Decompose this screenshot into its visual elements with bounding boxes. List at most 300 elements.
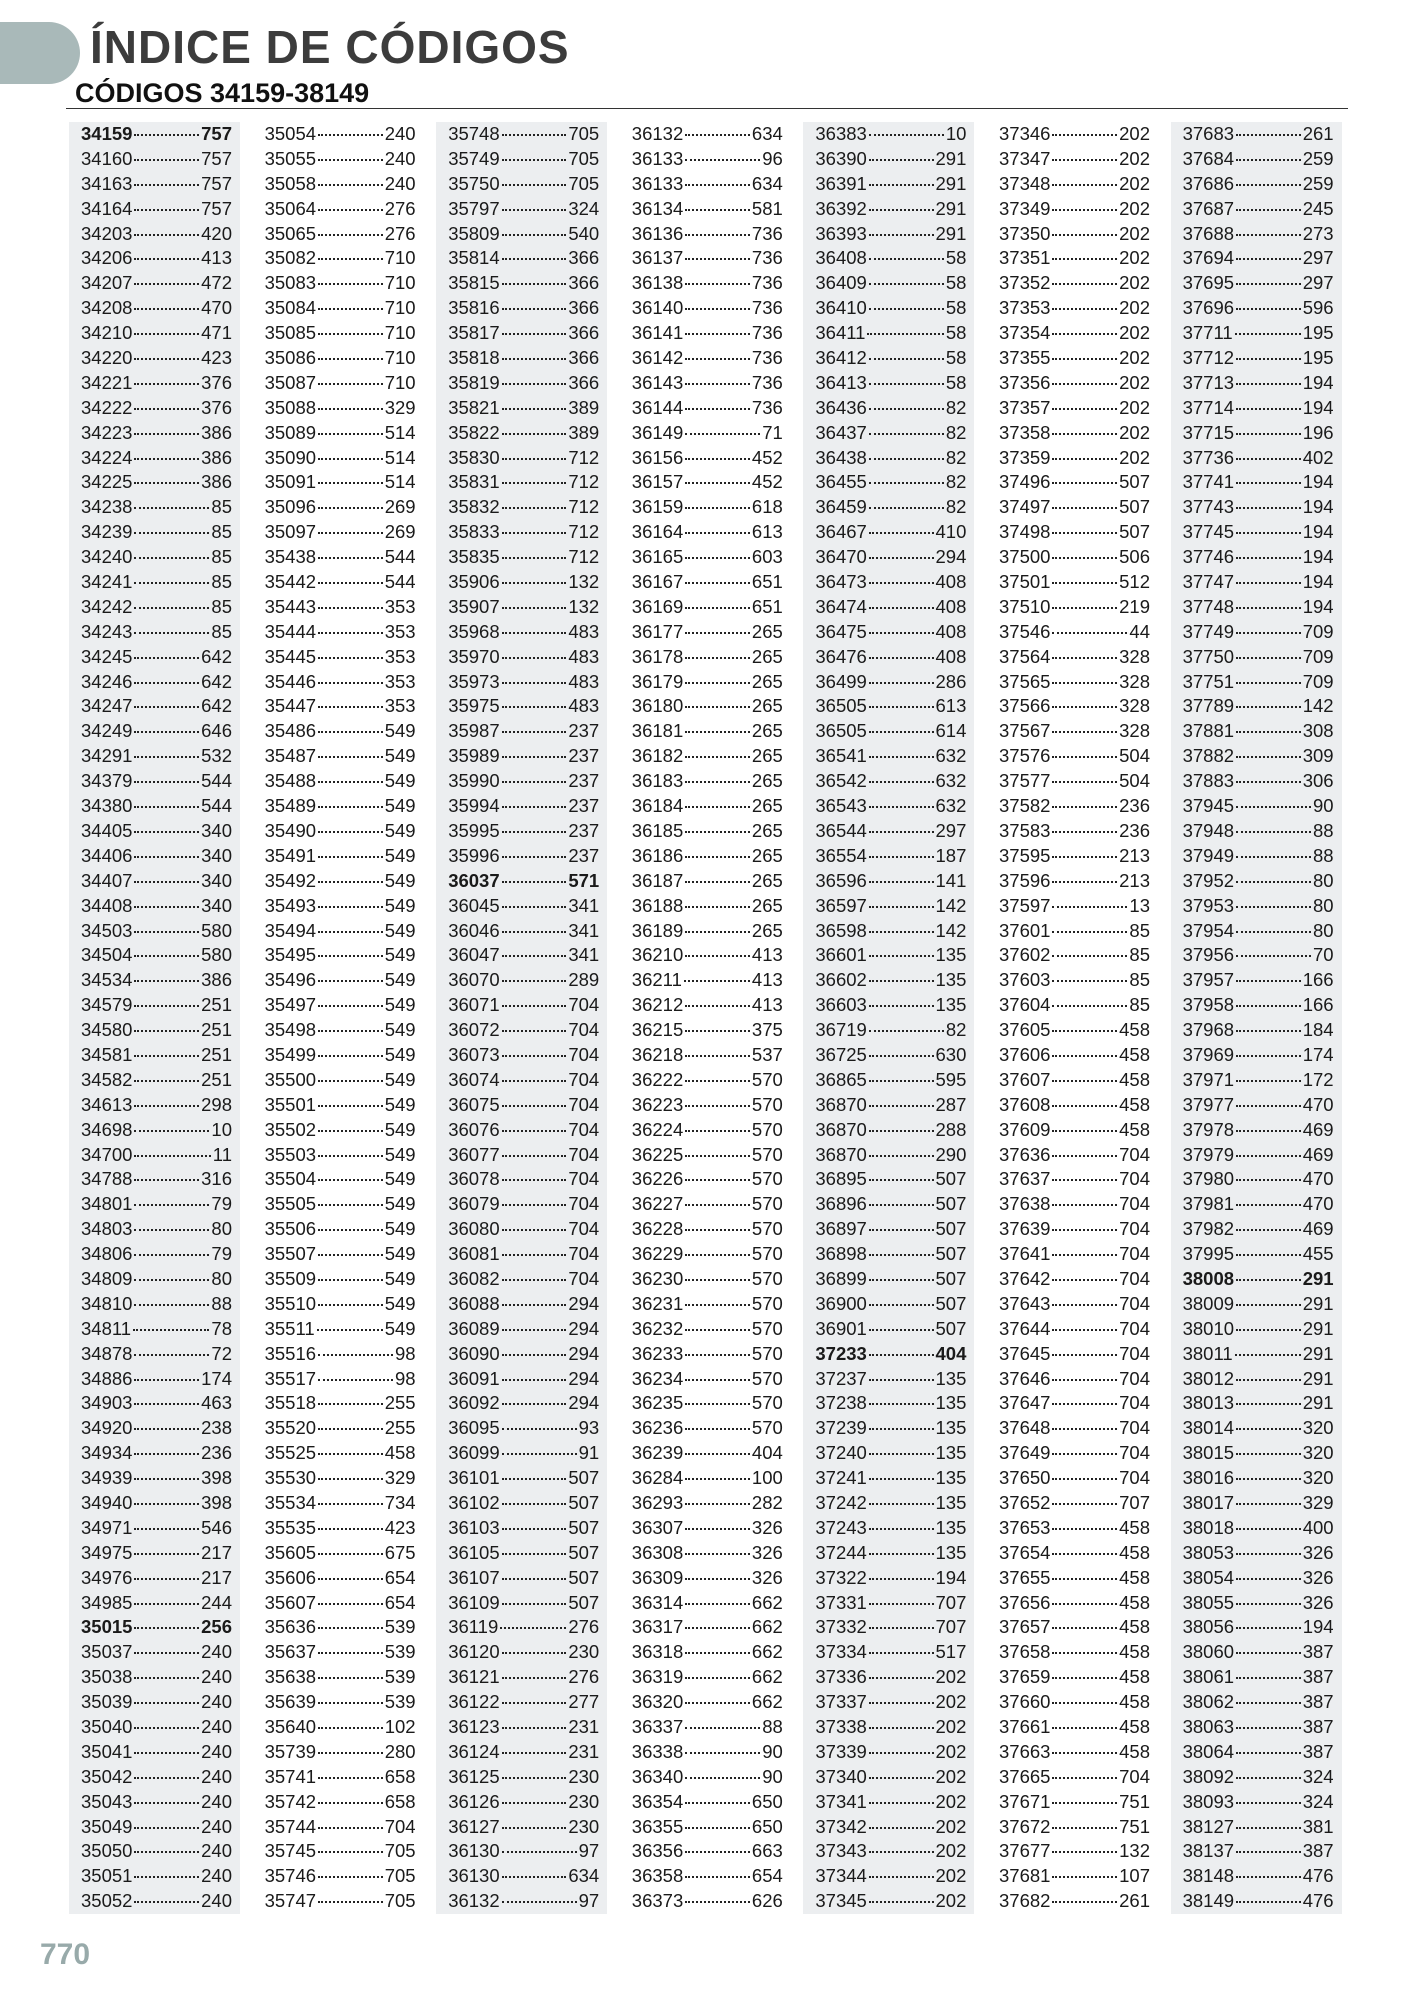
dot-leader xyxy=(318,1552,383,1555)
index-entry xyxy=(987,1416,1158,1441)
entry-code: 38093 xyxy=(1182,1790,1235,1812)
dot-leader xyxy=(869,755,934,758)
entry-code: 36157 xyxy=(631,471,684,493)
index-entry xyxy=(620,545,791,570)
entry-code: 36541 xyxy=(815,745,867,767)
entry-code: 37343 xyxy=(815,1840,867,1862)
entry-code: 37665 xyxy=(999,1765,1051,1787)
dot-leader xyxy=(134,1203,209,1206)
dot-leader xyxy=(502,1353,567,1356)
index-entry xyxy=(69,919,240,944)
dot-leader xyxy=(869,606,934,609)
dot-leader xyxy=(1052,1850,1117,1853)
entry-page: 387 xyxy=(1302,1641,1334,1663)
entry-code: 35043 xyxy=(81,1790,133,1812)
index-entry xyxy=(803,794,974,819)
entry-code: 34976 xyxy=(81,1566,133,1588)
index-entry xyxy=(253,1441,424,1466)
dot-leader xyxy=(1052,1477,1117,1480)
entry-code: 37497 xyxy=(999,496,1051,518)
entry-code: 35636 xyxy=(264,1616,317,1638)
dot-leader xyxy=(502,1079,567,1082)
entry-code: 35819 xyxy=(448,371,500,393)
dot-leader xyxy=(869,432,944,435)
index-entry xyxy=(803,993,974,1018)
index-entry xyxy=(253,1391,424,1416)
index-entry xyxy=(69,495,240,520)
entry-code: 36543 xyxy=(815,795,867,817)
entry-page: 546 xyxy=(201,1516,232,1538)
entry-page: 80 xyxy=(211,1267,232,1289)
entry-page: 570 xyxy=(751,1367,783,1389)
dot-leader xyxy=(502,656,567,659)
index-entry xyxy=(436,1665,607,1690)
dot-leader xyxy=(502,556,567,559)
index-entry xyxy=(1171,1790,1342,1815)
entry-page: 58 xyxy=(945,322,967,344)
entry-code: 37604 xyxy=(999,994,1051,1016)
entry-page: 202 xyxy=(935,1890,967,1912)
dot-leader xyxy=(134,930,199,933)
dot-leader xyxy=(685,1676,750,1679)
entry-page: 80 xyxy=(1313,919,1334,941)
index-entry xyxy=(987,595,1158,620)
dot-leader xyxy=(1236,1676,1301,1679)
dot-leader xyxy=(1052,183,1117,186)
entry-code: 34408 xyxy=(81,894,133,916)
entry-page: 58 xyxy=(945,371,967,393)
entry-code: 36896 xyxy=(815,1193,867,1215)
dot-leader xyxy=(1052,1701,1117,1704)
entry-code: 34803 xyxy=(81,1218,133,1240)
index-entry xyxy=(620,1441,791,1466)
entry-code: 36356 xyxy=(631,1840,684,1862)
index-entry xyxy=(436,246,607,271)
entry-code: 36167 xyxy=(631,571,684,593)
dot-leader xyxy=(318,407,383,410)
entry-code: 34240 xyxy=(81,546,133,568)
dot-leader xyxy=(502,979,567,982)
dot-leader xyxy=(318,1402,383,1405)
entry-page: 705 xyxy=(384,1890,416,1912)
entry-page: 230 xyxy=(568,1765,600,1787)
entry-code: 34241 xyxy=(81,571,133,593)
entry-page: 328 xyxy=(1119,670,1150,692)
dot-leader xyxy=(1236,631,1301,634)
index-entry xyxy=(620,1864,791,1889)
dot-leader xyxy=(1236,1154,1301,1157)
entry-code: 37969 xyxy=(1182,1043,1235,1065)
index-entry xyxy=(987,1566,1158,1591)
entry-code: 36542 xyxy=(815,770,867,792)
index-entry xyxy=(803,1192,974,1217)
dot-leader xyxy=(318,506,383,509)
index-entry xyxy=(803,620,974,645)
index-entry xyxy=(253,172,424,197)
index-entry xyxy=(987,1118,1158,1143)
entry-code: 37641 xyxy=(999,1243,1051,1265)
entry-code: 37672 xyxy=(999,1815,1051,1837)
entry-page: 423 xyxy=(201,347,232,369)
index-entry xyxy=(69,1715,240,1740)
dot-leader xyxy=(1052,1602,1117,1605)
entry-page: 539 xyxy=(384,1666,416,1688)
entry-code: 35499 xyxy=(264,1043,317,1065)
entry-page: 483 xyxy=(568,695,600,717)
entry-page: 386 xyxy=(201,446,232,468)
entry-code: 36223 xyxy=(631,1093,684,1115)
entry-code: 37652 xyxy=(999,1491,1051,1513)
entry-code: 37546 xyxy=(999,620,1051,642)
entry-page: 237 xyxy=(568,720,600,742)
index-entry xyxy=(69,620,240,645)
entry-page: 135 xyxy=(935,994,967,1016)
dot-leader xyxy=(869,1651,934,1654)
dot-leader xyxy=(685,1701,750,1704)
index-entry xyxy=(803,1342,974,1367)
entry-page: 10 xyxy=(945,123,967,144)
index-entry xyxy=(69,670,240,695)
dot-leader xyxy=(869,357,944,360)
entry-page: 320 xyxy=(1302,1442,1334,1464)
entry-page: 483 xyxy=(568,620,600,642)
entry-page: 79 xyxy=(211,1193,232,1215)
index-entry xyxy=(1171,1566,1342,1591)
index-entry xyxy=(1171,1839,1342,1864)
dot-leader xyxy=(318,905,383,908)
entry-page: 549 xyxy=(384,770,416,792)
dot-leader xyxy=(869,1701,934,1704)
index-entry xyxy=(436,446,607,471)
entry-code: 36470 xyxy=(815,546,867,568)
index-entry xyxy=(620,122,791,147)
entry-code: 37606 xyxy=(999,1043,1051,1065)
index-entry xyxy=(1171,819,1342,844)
index-entry xyxy=(987,1591,1158,1616)
dot-leader xyxy=(134,1452,199,1455)
entry-page: 291 xyxy=(1302,1317,1334,1339)
entry-code: 36373 xyxy=(631,1890,684,1912)
dot-leader xyxy=(134,631,209,634)
entry-code: 35990 xyxy=(448,770,500,792)
index-entry xyxy=(620,1317,791,1342)
index-entry xyxy=(1171,1167,1342,1192)
dot-leader xyxy=(685,805,750,808)
entry-page: 328 xyxy=(1119,695,1150,717)
dot-leader xyxy=(869,233,934,236)
index-column xyxy=(1171,122,1342,1914)
entry-code: 34246 xyxy=(81,670,133,692)
entry-page: 544 xyxy=(201,795,232,817)
dot-leader xyxy=(869,1353,934,1356)
entry-page: 549 xyxy=(384,745,416,767)
entry-page: 517 xyxy=(935,1641,967,1663)
dot-leader xyxy=(1052,233,1117,236)
entry-page: 381 xyxy=(1302,1815,1334,1837)
dot-leader xyxy=(1236,1826,1301,1829)
dot-leader xyxy=(869,730,934,733)
entry-code: 36603 xyxy=(815,994,867,1016)
index-entry xyxy=(987,172,1158,197)
dot-leader xyxy=(1052,606,1117,609)
entry-page: 340 xyxy=(201,894,232,916)
dot-leader xyxy=(317,1328,383,1331)
entry-page: 707 xyxy=(935,1616,967,1638)
index-entry xyxy=(987,470,1158,495)
page-title: ÍNDICE DE CÓDIGOS xyxy=(90,21,570,73)
entry-page: 549 xyxy=(384,1118,416,1140)
entry-page: 217 xyxy=(201,1541,232,1563)
entry-code: 36897 xyxy=(815,1218,867,1240)
dot-leader xyxy=(134,1751,199,1754)
entry-page: 240 xyxy=(201,1890,232,1912)
entry-code: 35809 xyxy=(448,222,500,244)
index-entry xyxy=(253,1765,424,1790)
dot-leader xyxy=(869,705,934,708)
entry-page: 507 xyxy=(935,1292,967,1314)
index-entry xyxy=(987,1342,1158,1367)
entry-page: 97 xyxy=(578,1840,600,1862)
entry-page: 387 xyxy=(1302,1840,1334,1862)
entry-code: 35742 xyxy=(264,1790,317,1812)
dot-leader xyxy=(869,1626,934,1629)
entry-page: 261 xyxy=(1119,1890,1150,1912)
index-entry xyxy=(803,122,974,147)
entry-page: 316 xyxy=(201,1168,232,1190)
index-entry xyxy=(1171,1640,1342,1665)
entry-page: 507 xyxy=(1119,521,1150,543)
dot-leader xyxy=(1052,1253,1117,1256)
entry-page: 570 xyxy=(751,1068,783,1090)
dot-leader xyxy=(1236,1004,1301,1007)
index-entry xyxy=(1171,1441,1342,1466)
entry-page: 240 xyxy=(201,1641,232,1663)
entry-page: 709 xyxy=(1302,620,1334,642)
index-entry xyxy=(69,968,240,993)
dot-leader xyxy=(869,905,934,908)
entry-code: 37954 xyxy=(1182,919,1235,941)
entry-code: 37695 xyxy=(1182,272,1235,294)
dot-leader xyxy=(318,1104,383,1107)
entry-page: 265 xyxy=(751,745,783,767)
entry-code: 37609 xyxy=(999,1118,1051,1140)
entry-code: 36081 xyxy=(448,1243,500,1265)
entry-page: 757 xyxy=(201,123,232,144)
entry-code: 35041 xyxy=(81,1740,133,1762)
dot-leader xyxy=(134,705,199,708)
dot-leader xyxy=(502,1452,577,1455)
entry-page: 458 xyxy=(1119,1118,1150,1140)
index-entry xyxy=(69,595,240,620)
entry-code: 37981 xyxy=(1182,1193,1235,1215)
dot-leader xyxy=(502,730,567,733)
entry-code: 37510 xyxy=(999,595,1051,617)
dot-leader xyxy=(1052,1801,1117,1804)
index-entry xyxy=(1171,1889,1342,1914)
index-entry xyxy=(253,1889,424,1914)
entry-code: 37745 xyxy=(1182,521,1235,543)
entry-code: 35064 xyxy=(264,197,317,219)
entry-code: 37643 xyxy=(999,1292,1051,1314)
entry-page: 202 xyxy=(1119,247,1150,269)
index-entry xyxy=(436,1143,607,1168)
dot-leader xyxy=(134,307,199,310)
dot-leader xyxy=(685,233,750,236)
index-entry xyxy=(803,1615,974,1640)
index-column xyxy=(69,122,240,1914)
entry-code: 35968 xyxy=(448,620,500,642)
entry-page: 704 xyxy=(568,994,600,1016)
entry-page: 549 xyxy=(384,1168,416,1190)
entry-page: 420 xyxy=(201,222,232,244)
index-entry xyxy=(1171,346,1342,371)
dot-leader xyxy=(685,1154,750,1157)
entry-page: 82 xyxy=(945,1019,967,1041)
index-entry xyxy=(436,844,607,869)
index-entry xyxy=(253,769,424,794)
entry-page: 194 xyxy=(935,1566,967,1588)
dot-leader xyxy=(318,705,383,708)
dot-leader xyxy=(1052,705,1117,708)
entry-code: 36505 xyxy=(815,695,867,717)
entry-code: 36225 xyxy=(631,1143,684,1165)
entry-page: 353 xyxy=(384,595,416,617)
dot-leader xyxy=(1052,1353,1117,1356)
dot-leader xyxy=(685,730,750,733)
entry-page: 705 xyxy=(568,172,600,194)
entry-code: 35606 xyxy=(264,1566,317,1588)
entry-page: 570 xyxy=(751,1317,783,1339)
dot-leader xyxy=(502,183,567,186)
entry-page: 704 xyxy=(568,1118,600,1140)
entry-page: 202 xyxy=(935,1740,967,1762)
entry-code: 36143 xyxy=(631,371,684,393)
entry-page: 469 xyxy=(1302,1143,1334,1165)
entry-code: 36392 xyxy=(815,197,867,219)
dot-leader xyxy=(869,979,934,982)
entry-page: 704 xyxy=(568,1243,600,1265)
entry-page: 704 xyxy=(568,1168,600,1190)
index-entry xyxy=(620,1217,791,1242)
dot-leader xyxy=(318,1353,393,1356)
entry-code: 37642 xyxy=(999,1267,1051,1289)
index-entry xyxy=(620,1640,791,1665)
index-entry xyxy=(620,844,791,869)
dot-leader xyxy=(1052,1328,1117,1331)
entry-page: 549 xyxy=(384,919,416,941)
entry-page: 707 xyxy=(935,1591,967,1613)
dot-leader xyxy=(1052,1402,1117,1405)
entry-page: 470 xyxy=(1302,1168,1334,1190)
entry-code: 36132 xyxy=(448,1890,500,1912)
entry-page: 483 xyxy=(568,645,600,667)
entry-page: 174 xyxy=(201,1367,232,1389)
dot-leader xyxy=(502,830,567,833)
index-entry xyxy=(803,1740,974,1765)
entry-code: 35797 xyxy=(448,197,500,219)
entry-code: 35973 xyxy=(448,670,500,692)
entry-code: 36236 xyxy=(631,1417,684,1439)
index-entry xyxy=(987,346,1158,371)
entry-page: 613 xyxy=(935,695,967,717)
index-entry xyxy=(987,1018,1158,1043)
dot-leader xyxy=(685,1477,750,1480)
index-entry xyxy=(620,570,791,595)
entry-code: 34581 xyxy=(81,1043,133,1065)
entry-code: 37344 xyxy=(815,1865,867,1887)
entry-page: 202 xyxy=(1119,371,1150,393)
index-entry xyxy=(803,1889,974,1914)
entry-code: 37714 xyxy=(1182,396,1235,418)
dot-leader xyxy=(502,1154,567,1157)
entry-code: 34207 xyxy=(81,272,133,294)
dot-leader xyxy=(502,855,567,858)
index-entry xyxy=(69,222,240,247)
entry-code: 35447 xyxy=(264,695,317,717)
entry-code: 36183 xyxy=(631,770,684,792)
index-entry xyxy=(436,620,607,645)
entry-page: 469 xyxy=(1302,1218,1334,1240)
entry-code: 35502 xyxy=(264,1118,317,1140)
entry-page: 71 xyxy=(762,421,783,443)
index-entry xyxy=(803,1665,974,1690)
dot-leader xyxy=(1052,1452,1117,1455)
entry-page: 704 xyxy=(568,1193,600,1215)
index-entry xyxy=(620,321,791,346)
entry-code: 34613 xyxy=(81,1093,133,1115)
index-entry xyxy=(253,1018,424,1043)
subtitle-range: 34159-38149 xyxy=(210,78,370,108)
entry-page: 387 xyxy=(1302,1716,1334,1737)
dot-leader xyxy=(134,1079,199,1082)
entry-page: 245 xyxy=(1302,197,1334,219)
dot-leader xyxy=(685,1452,750,1455)
entry-page: 291 xyxy=(935,172,967,194)
dot-leader xyxy=(134,1726,199,1729)
entry-code: 34407 xyxy=(81,869,133,891)
index-entry xyxy=(620,495,791,520)
dot-leader xyxy=(685,581,750,584)
entry-page: 757 xyxy=(201,197,232,219)
entry-page: 710 xyxy=(384,347,416,369)
entry-page: 603 xyxy=(751,546,783,568)
entry-page: 326 xyxy=(1302,1541,1334,1563)
index-entry xyxy=(69,1591,240,1616)
index-entry xyxy=(436,919,607,944)
index-entry xyxy=(253,1267,424,1292)
entry-page: 539 xyxy=(384,1641,416,1663)
entry-code: 35989 xyxy=(448,745,500,767)
entry-code: 37653 xyxy=(999,1516,1051,1538)
entry-code: 36224 xyxy=(631,1118,684,1140)
entry-page: 646 xyxy=(201,720,232,742)
dot-leader xyxy=(502,1228,567,1231)
index-entry xyxy=(1171,719,1342,744)
entry-page: 238 xyxy=(201,1417,232,1439)
dot-leader xyxy=(502,1502,567,1505)
entry-page: 549 xyxy=(384,795,416,817)
entry-code: 36142 xyxy=(631,347,684,369)
index-entry xyxy=(803,147,974,172)
index-entry xyxy=(987,1466,1158,1491)
entry-code: 35497 xyxy=(264,994,317,1016)
index-entry xyxy=(69,1765,240,1790)
entry-code: 37354 xyxy=(999,322,1051,344)
dot-leader xyxy=(685,1552,750,1555)
entry-code: 36088 xyxy=(448,1292,500,1314)
index-entry xyxy=(803,919,974,944)
index-entry xyxy=(1171,1292,1342,1317)
